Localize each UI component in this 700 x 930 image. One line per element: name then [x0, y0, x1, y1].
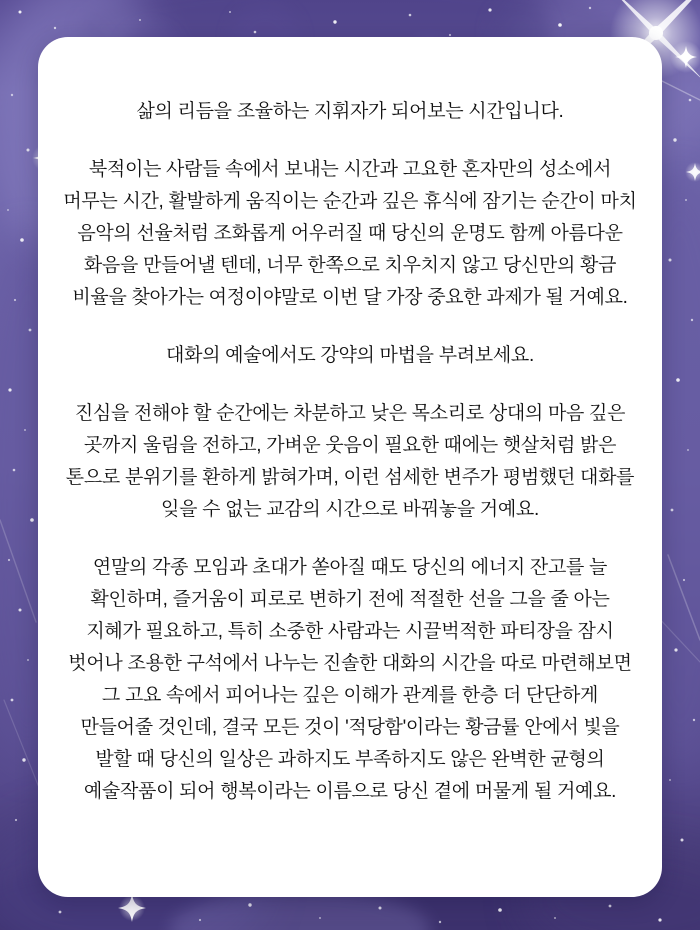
horoscope-paragraph-2: 북적이는 사람들 속에서 보내는 시간과 고요한 혼자만의 성소에서 머무는 시간, 활발하게 움직이는 순간과 깊은 휴식에 잠기는 순간이 마치 음악의 선율처럼 조화롭게 어우러질 때 당신의 운명도 함께 아름다운 화음을 만들어낼 텐데, 너무 한쪽으로 치우치지 않고 당신만의 황금 비율을 찾아가는 여정이야말로 이번 달 가장 중요한 과제가 될 거예요.: [63, 159, 637, 308]
horoscope-card: [38, 37, 662, 897]
horoscope-paragraph-1: 삶의 리듬을 조율하는 지휘자가 되어보는 시간입니다.: [136, 101, 564, 122]
horoscope-paragraph-5: 연말의 각종 모임과 초대가 쏟아질 때도 당신의 에너지 잔고를 늘 확인하며, 즐거움이 피로로 변하기 전에 적절한 선을 그을 줄 아는 지혜가 필요하고, 특히 소중한 사람과는 시끌벅적한 파티장을 잠시 벗어나 조용한 구석에서 나누는 진솔한 대화의 시간을 따로 마련해보면 그 고요 속에서 피어나는 깊은 이해가 관계를 한층 더 단단하게 만들어줄 것인데, 결국 모든 것이 '적당함'이라는 황금률 안에서 빛을 발할 때 당신의 일상은 과하지도 부족하지도 않은 완벽한 균형의 예술작품이 되어 행복이라는 이름으로 당신 곁에 머물게 될 거예요.: [68, 557, 632, 802]
horoscope-paragraph-3: 대화의 예술에서도 강약의 마법을 부려보세요.: [166, 345, 534, 366]
horoscope-paragraph-4: 진심을 전해야 할 순간에는 차분하고 낮은 목소리로 상대의 마음 깊은 곳까지 울림을 전하고, 가벼운 웃음이 필요한 때에는 햇살처럼 밝은 톤으로 분위기를 환하게 밝혀가며, 이런 섬세한 변주가 평범했던 대화를 잊을 수 없는 교감의 시간으로 바꿔놓을 거예요.: [65, 403, 635, 520]
